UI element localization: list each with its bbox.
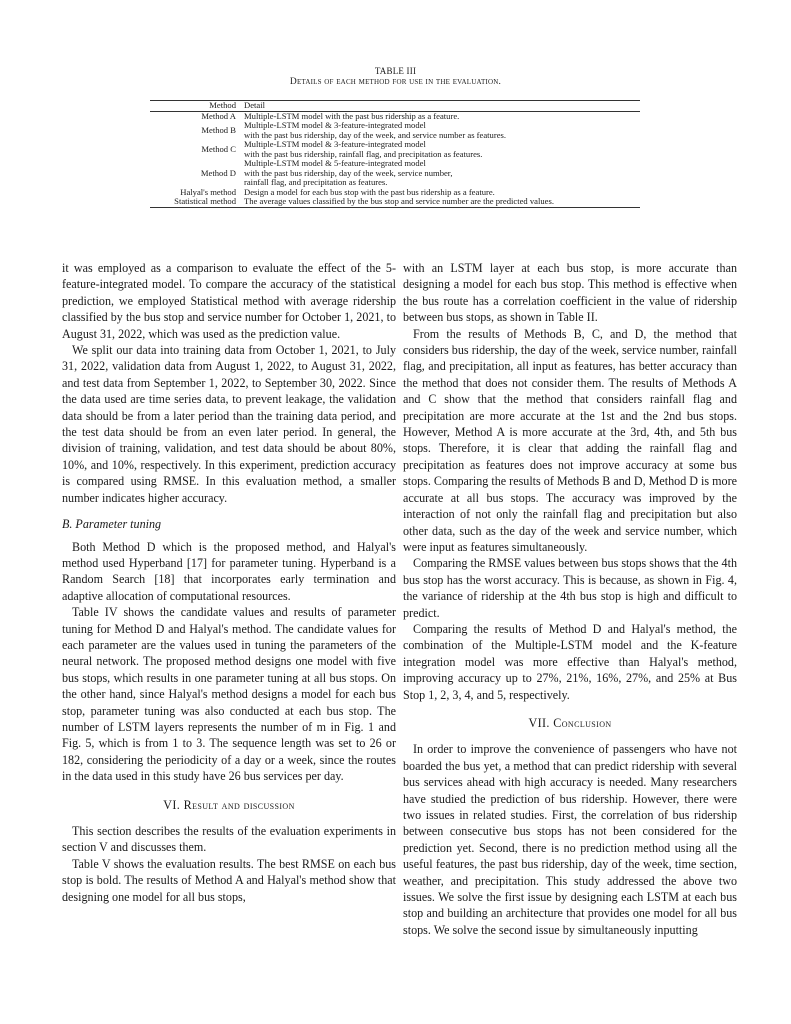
right-column: [403, 260, 737, 938]
row-method: Method A: [201, 110, 236, 121]
detail-line: Multiple-LSTM model & 5-feature-integrated model: [244, 158, 426, 168]
paragraph: Table V shows the evaluation results. The best RMSE on each bus stop is bold. The results of Method A and Halyal's method show that designing one model for all bus stops,: [62, 856, 396, 904]
detail-line: with the past bus ridership, rainfall flag, and precipitation as features.: [244, 148, 483, 159]
row-detail: [240, 197, 640, 207]
row-method: Method C: [201, 143, 236, 154]
table-row: [150, 197, 640, 207]
paragraph: Comparing the results of Method D and Halyal's method, the combination of the Multiple-LSTM model and the K-feature integration model was more effective than Halyal's method, improving accuracy up to 27%, 21%, 16%, 27%, and 25% at Bus Stop 1, 2, 3, 4, and 5, respectively.: [403, 621, 737, 702]
subsection-heading: B. Parameter tuning: [62, 517, 162, 532]
paragraph: with an LSTM layer at each bus stop, is more accurate than designing a model for each bus stop. This method is effective when the bus route has a correlation coefficient in the value of ridership between bus stops, as shown in Table II.: [403, 261, 737, 325]
detail-line: rainfall flag, and precipitation as features.: [244, 177, 388, 187]
detail-line: Multiple-LSTM model & 3-feature-integrated model: [244, 139, 426, 149]
detail-line: Multiple-LSTM model with the past bus ridership as a feature.: [244, 110, 460, 121]
table-subtitle: Details of each method for use in the evaluation.: [289, 77, 502, 87]
detail-line: The average values classified by the bus stop and service number are the predicted values.: [244, 196, 554, 206]
row-method: Method B: [201, 124, 236, 135]
paragraph: it was employed as a comparison to evaluate the effect of the 5-feature-integrated model. To compare the accuracy of the statistical prediction, we employed Statistical method with average ridership classified by the bus stop and service number for October 1, 2021, to August 31, 2022, which was used as the prediction value.: [62, 261, 396, 341]
row-detail: [240, 121, 640, 140]
paragraph: Both Method D which is the proposed method, and Halyal's method used Hyperband [17] for parameter tuning. Hyperband is a Random Search [18] that incorporates early termination and adaptive allocation of computational resources.: [62, 539, 396, 603]
detail-line: Design a model for each bus stop with the past bus ridership as a feature.: [244, 186, 495, 197]
header-method: Method: [209, 100, 236, 110]
paragraph: Comparing the RMSE values between bus stops shows that the 4th bus stop has the worst accuracy. This is because, as shown in Fig. 4, the variance of ridership at the 4th bus stop is high and difficult to predict.: [403, 556, 737, 620]
section-heading: VII. Conclusion: [528, 715, 612, 730]
table-title: TABLE III: [374, 66, 417, 76]
row-method: Statistical method: [174, 196, 236, 206]
paragraph: This section describes the results of the evaluation experiments in section V and discusses them.: [62, 824, 396, 855]
paragraph: In order to improve the convenience of passengers who have not boarded the bus yet, a method that can predict ridership with several bus services ahead with high accuracy is needed. Many researchers have studied the prediction of bus ridership. However, there were two issues in related studies. First, the correlation of bus ridership between consecutive bus stops has not been considered for the prediction yet. Second, there is no prediction method using all the useful features, the past bus ridership, day of the week, time section, weather, and precipitation. This study addressed the above two issues. We solve the first issue by designing each LSTM at each bus stop and building an architecture that provides one model for all bus stops. We solve the second issue by simultaneously inputting: [403, 742, 737, 937]
row-detail: [240, 159, 640, 188]
methods-table: [150, 100, 640, 208]
paragraph: Table IV shows the candidate values and results of parameter tuning for Method D and Halyal's method. The candidate values for each parameter are the values used in tuning the parameters of the neural network. The proposed method designs one model with five bus stops, which results in one parameter tuning at all bus stops. On the other hand, since Halyal's method designs a model for each bus stop, parameter tuning was also conducted at each bus stop. The number of LSTM layers represents the number of m in Fig. 1 and Fig. 5, which is from 1 to 3. The sequence length was set to 26 or 182, considering the periodicity of a day or a week, since the routes in the data used in this study have 26 bus services per day.: [62, 605, 396, 784]
table-row: [150, 140, 640, 159]
row-detail: [240, 140, 640, 159]
left-column: [62, 260, 396, 905]
section-heading: VI. Result and discussion: [163, 797, 295, 812]
table-row: [150, 159, 640, 188]
table-row: [150, 121, 640, 140]
detail-line: Multiple-LSTM model & 3-feature-integrated model: [244, 120, 426, 130]
table-header-row: [150, 101, 640, 112]
detail-line: with the past bus ridership, day of the week, and service number as features.: [244, 129, 507, 140]
paragraph: From the results of Methods B, C, and D, the method that considers bus ridership, the day of the week, service number, rainfall flag, and precipitation, all input as features, has better accuracy than the method that does not consider them. The results of Methods A and C show that the method that considers rainfall flag and precipitation are more accurate at the 1st and the 2nd bus stops. However, Method A is more accurate at the 3rd, 4th, and 5th bus stops. Therefore, it is clear that adding the rainfall flag and precipitation as features does not improve accuracy at some bus stops. Comparing the results of Methods B and D, Method D is more accurate at all bus stops. The accuracy was improved by the interaction of not only the rainfall flag and precipitation but also other data, such as the day of the week and service number, which were input as features simultaneously.: [403, 326, 737, 554]
paragraph: We split our data into training data from October 1, 2021, to July 31, 2022, validation data from August 1, 2022, to August 31, 2022, and test data from September 1, 2022, to September 30, 2022. Since the data used are time series data, to prevent leakage, the validation data should be from a later period than the training data period, and the test data should be from an even later period. In general, the division of training, validation, and test data should be about 80%, 10%, and 10%, respectively. In this experiment, prediction accuracy is compared using RMSE. In this evaluation method, a smaller number indicates higher accuracy.: [62, 343, 396, 505]
row-method: Halyal's method: [180, 186, 236, 197]
row-method: Method D: [200, 167, 236, 178]
detail-line: with the past bus ridership, day of the week, service number,: [244, 167, 453, 178]
header-detail: Detail: [244, 100, 265, 110]
table-caption: [0, 66, 791, 88]
